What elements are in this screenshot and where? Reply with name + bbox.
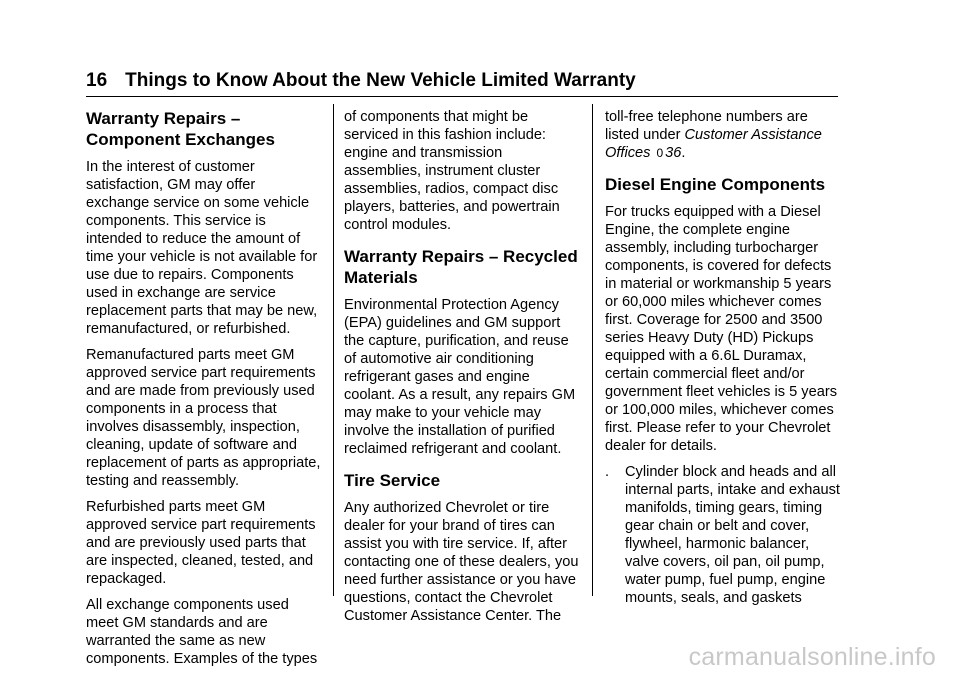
paragraph: For trucks equipped with a Diesel Engine, the complete engine assembly, including turbocharger components, is covered for defects in material or workmanship 5 years or 60,000 miles whichever comes first. Coverage for 2500 and 3500 series Heavy Duty (HD) Pickups equipped with a 6.6L Duramax, certain commercial fleet and/or government fleet vehicles is 5 years or 100,000 miles, whichever comes first. Please refer to your Chevrolet dealer for details. [605, 204, 837, 454]
column-divider-1 [333, 104, 334, 596]
page-reference-arrow-icon: 0 [656, 146, 664, 160]
bullet-icon: . [605, 464, 610, 480]
paragraph: In the interest of customer satisfaction, GM may offer exchange service on some vehicle components. This service is intended to reduce the amount of time your vehicle is not available for use due to repairs. Components used in exchange are service replacement parts that may be new, remanufactured, or refurbished. [86, 159, 318, 337]
paragraph-continued: of components that might be serviced in this fashion include: engine and transmission assemblies, instrument cluster assemblies, radios, compact disc players, batteries, and powertrain control modules. [344, 109, 560, 233]
page-number: 16 [86, 70, 108, 91]
watermark: carmanualsonline.info [688, 643, 936, 671]
column-3 [605, 108, 841, 607]
paragraph-continued [605, 108, 841, 162]
heading-line: Component Exchanges [86, 130, 275, 149]
paragraph: All exchange components used meet GM standards and are warranted the same as new components. Examples of the types [86, 597, 318, 667]
heading-recycled-materials: Warranty Repairs – Recycled Materials [344, 247, 578, 287]
list-item-text: Cylinder block and heads and all internal parts, intake and exhaust manifolds, timing gears, timing gear chain or belt and cover, flywheel, harmonic balancer, valve covers, oil pan, oil pump, water pump, fuel pump, engine mounts, seals, and gaskets [625, 464, 840, 606]
column-divider-2 [592, 104, 593, 596]
column-1 [86, 108, 322, 668]
page-header [86, 70, 838, 97]
paragraph: Environmental Protection Agency (EPA) guidelines and GM support the capture, purification, and reuse of automotive air conditioning refrigerant gases and engine coolant. As a result, any repairs GM may make to your vehicle may involve the installation of purified reclaimed refrigerant and coolant. [344, 297, 576, 457]
list-item [605, 463, 841, 607]
cross-reference-page[interactable]: 36 [665, 145, 682, 161]
paragraph: Any authorized Chevrolet or tire dealer for your brand of tires can assist you with tire service. If, after contacting one of these dealers, you need further assistance or you have questions, contact the Chevrolet Customer Assistance Center. The [344, 500, 579, 624]
heading-tire-service: Tire Service [344, 471, 441, 490]
paragraph: Refurbished parts meet GM approved service part requirements and are previously used parts that are inspected, cleaned, tested, and repackaged. [86, 499, 316, 587]
heading-line: Warranty Repairs – [86, 109, 241, 128]
heading-component-exchanges [86, 108, 322, 150]
text-span: . [681, 145, 686, 161]
column-2 [344, 108, 580, 625]
page-title: Things to Know About the New Vehicle Limited Warranty [125, 70, 636, 91]
heading-diesel-engine-components: Diesel Engine Components [605, 175, 826, 194]
text-span: toll-free telephone numbers are listed under [605, 109, 808, 143]
paragraph: Remanufactured parts meet GM approved service part requirements and are made from previously used components in a process that involves disassembly, inspection, cleaning, update of software and replacement of parts as appropriate, testing and reassembly. [86, 347, 321, 489]
cross-reference-link[interactable]: Customer Assistance Offices [605, 127, 822, 161]
